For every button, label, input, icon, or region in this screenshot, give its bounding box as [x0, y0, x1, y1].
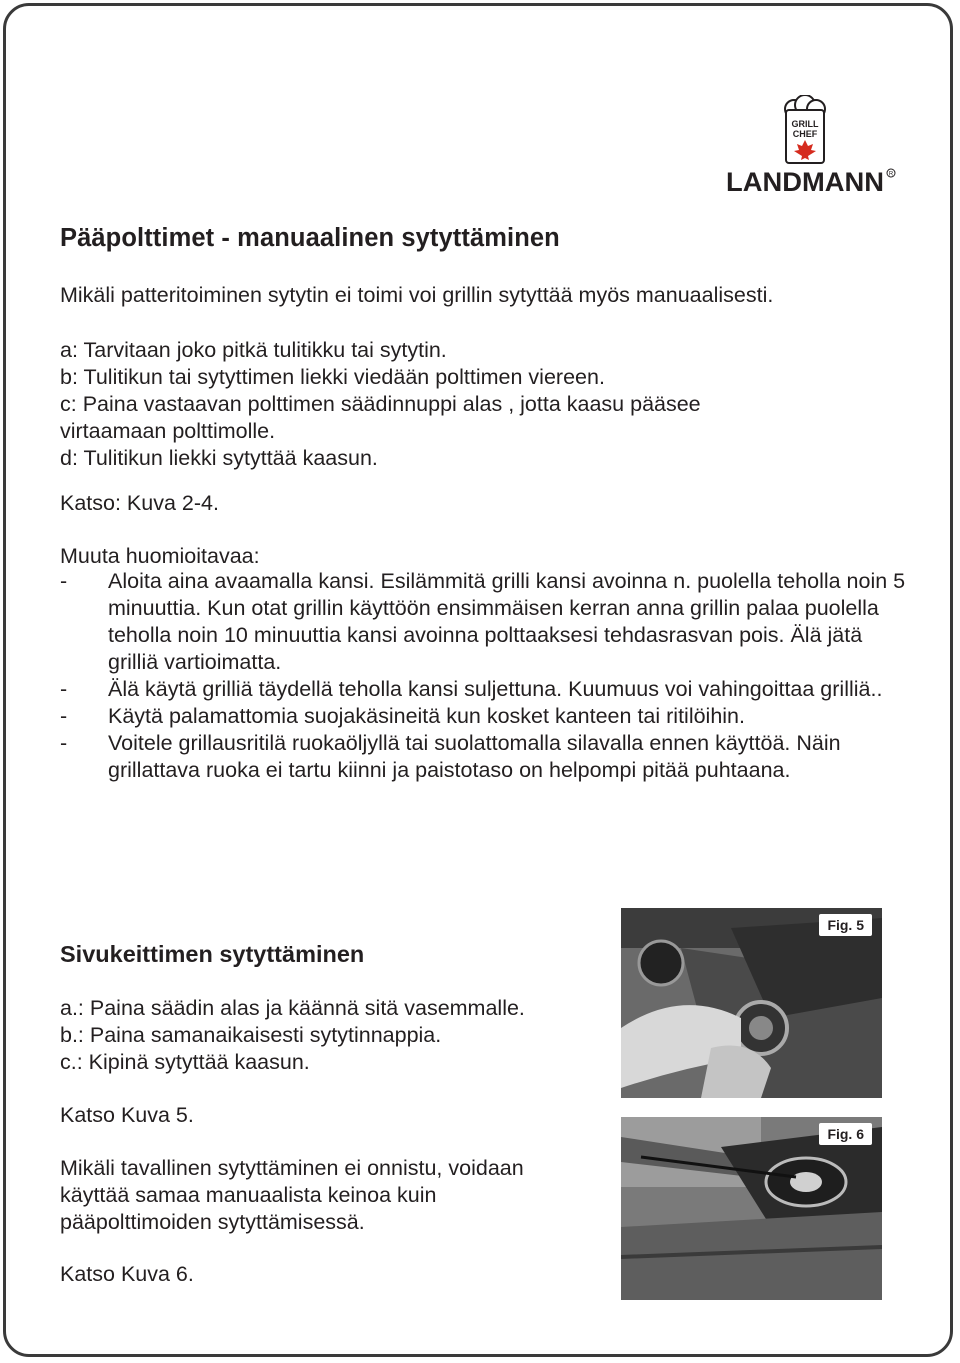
paragraph-line: pääpolttimoiden sytyttämisessä. [60, 1210, 365, 1234]
figure-5-photo [621, 908, 882, 1098]
see-figures-2-4: Katso: Kuva 2-4. [60, 491, 219, 515]
step-line: b.: Paina samanaikaisesti sytytinnappia. [60, 1023, 442, 1047]
see-figure-5: Katso Kuva 5. [60, 1103, 194, 1127]
ignition-steps [60, 337, 701, 472]
step-line: d: Tulitikun liekki sytyttää kaasun. [60, 446, 378, 470]
figure-6-photo [621, 1117, 882, 1300]
figure-5-label: Fig. 5 [819, 914, 872, 936]
svg-text:CHEF: CHEF [792, 129, 818, 139]
list-item [60, 676, 908, 703]
section-title-main-burners: Pääpolttimet - manuaalinen sytyttäminen [60, 224, 560, 252]
see-figure-6: Katso Kuva 6. [60, 1262, 194, 1286]
bullet-marker: - [60, 731, 68, 755]
step-line: b: Tulitikun tai sytyttimen liekki viedään polttimen viereen. [60, 365, 605, 389]
grill-chef-badge-icon [785, 95, 825, 163]
bullet-text: Käytä palamattomia suojakäsineitä kun kosket kanteen tai ritilöihin. [108, 704, 745, 728]
step-line: a: Tarvitaan joko pitkä tulitikku tai sytytin. [60, 338, 447, 362]
bullet-marker: - [60, 677, 68, 701]
step-line: c.: Kipinä sytyttää kaasun. [60, 1050, 310, 1074]
svg-text:LANDMANN: LANDMANN [726, 167, 884, 197]
intro-paragraph: Mikäli patteritoiminen sytytin ei toimi voi grillin sytyttää myös manuaalisesti. [60, 283, 774, 307]
paragraph-line: Mikäli tavallinen sytyttäminen ei onnistu, voidaan [60, 1156, 524, 1180]
step-line: a.: Paina säädin alas ja käännä sitä vasemmalle. [60, 996, 525, 1020]
paragraph-line: käyttää samaa manuaalista keinoa kuin [60, 1183, 437, 1207]
fallback-paragraph [60, 1155, 524, 1236]
side-burner-steps [60, 995, 525, 1076]
step-line: virtaamaan polttimolle. [60, 419, 276, 443]
bullet-text: Aloita aina avaamalla kansi. Esilämmitä grilli kansi avoinna n. puolella teholla noin 5 minuuttia. Kun otat grillin käyttöön ensimmäisen kerran anna grillin palaa puolella teholla noin 10 minuuttia kansi avoinna polttaaksesi tehdasrasvan pois. Älä jätä grilliä vartioimatta. [108, 569, 906, 674]
bullet-marker: - [60, 704, 68, 728]
list-item [60, 703, 908, 730]
list-item [60, 730, 908, 784]
bullet-text: Älä käytä grilliä täydellä teholla kansi suljettuna. Kuumuus voi vahingoittaa grilliä.. [108, 677, 883, 701]
figure-6-label: Fig. 6 [819, 1123, 872, 1145]
landmann-logo [722, 95, 898, 200]
svg-text:R: R [888, 171, 894, 178]
bullet-text: Voitele grillausritilä ruokaöljyllä tai suolattomalla silavalla ennen käyttöä. Näin grillattava ruoka ei tartu kiinni ja paistotaso on helpompi pitää puhtaana. [108, 731, 841, 782]
notes-heading: Muuta huomioitavaa: [60, 544, 260, 568]
notes-list [60, 568, 908, 784]
svg-text:GRILL: GRILL [791, 119, 819, 129]
bullet-marker: - [60, 569, 68, 593]
section-title-side-burner: Sivukeittimen sytyttäminen [60, 941, 365, 967]
step-line: c: Paina vastaavan polttimen säädinnuppi alas , jotta kaasu pääsee [60, 392, 701, 416]
list-item [60, 568, 908, 676]
